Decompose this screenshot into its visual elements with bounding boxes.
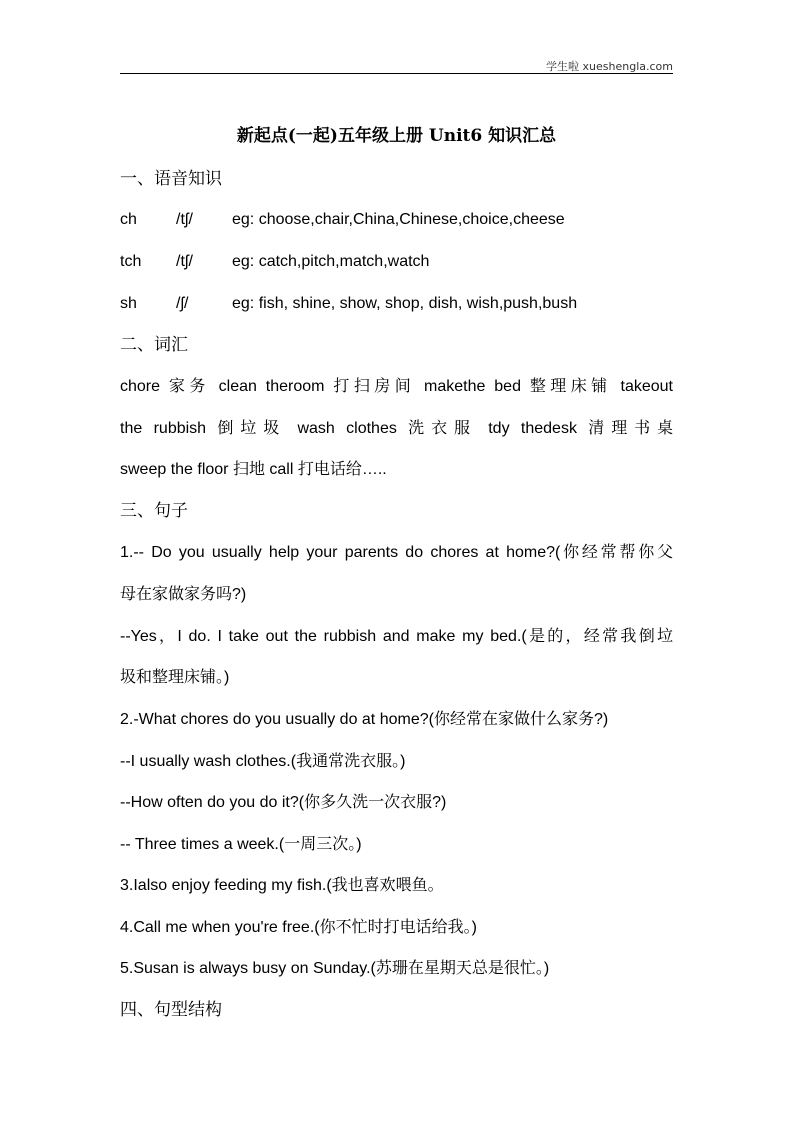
section-heading-vocab: 二、词汇 [120,335,188,355]
section-heading-sentences: 三、句子 [120,501,188,521]
phonics-row [120,293,673,315]
phonics-examples: eg: choose,chair,China,Chinese,choice,cheese [232,211,565,228]
phonics-ipa: /ʃ/ [176,295,189,312]
phonics-examples: eg: fish, shine, show, shop, dish, wish,push,bush [232,295,578,312]
phonics-ipa: /tʃ/ [176,211,193,228]
phonics-letters: sh [120,295,137,312]
sentence-line: 2.-What chores do you usually do at home?(你经常在家做什么家务?) [120,711,609,728]
sentence-line: 5.Susan is always busy on Sunday.(苏珊在星期天总是很忙。) [120,960,550,977]
sentence-line: 圾和整理床铺。) [120,669,230,686]
sentence-line: 3.Ialso enjoy feeding my fish.(我也喜欢喂鱼。 [120,877,444,894]
sentence-line: --Yes，I do. I take out the rubbish and make my bed.(是的，经常我倒垃 [120,628,673,645]
sentence-line: --I usually wash clothes.(我通常洗衣服。) [120,753,406,770]
phonics-letters: tch [120,253,142,270]
phonics-examples: eg: catch,pitch,match,watch [232,253,430,270]
vocab-line: sweep the floor 扫地 call 打电话给….. [120,461,387,478]
page-header-site: 学生啦 xueshengla.com [546,60,673,73]
document-title: 新起点(一起)五年级上册 Unit6 知识汇总 [236,126,557,146]
section-heading-structures: 四、句型结构 [120,1000,222,1020]
phonics-row [120,251,673,273]
sentence-line: 4.Call me when you're free.(你不忙时打电话给我。) [120,919,477,936]
phonics-ipa: /tʃ/ [176,253,193,270]
sentence-line: 1.-- Do you usually help your parents do chores at home?(你经常帮你父 [120,544,673,561]
phonics-letters: ch [120,211,137,228]
sentence-line: 母在家做家务吗?) [120,586,247,603]
phonics-row [120,209,673,231]
vocab-line: chore 家务 clean theroom 打扫房间 makethe bed 整理床铺 takeout [120,378,673,395]
vocab-line: the rubbish 倒垃圾 wash clothes 洗衣服 tdy thedesk 清理书桌 [120,420,673,437]
section-heading-phonics: 一、语音知识 [120,169,222,189]
sentence-line: --How often do you do it?(你多久洗一次衣服?) [120,794,447,811]
sentence-line: -- Three times a week.(一周三次。) [120,836,362,853]
header-divider [120,73,673,74]
